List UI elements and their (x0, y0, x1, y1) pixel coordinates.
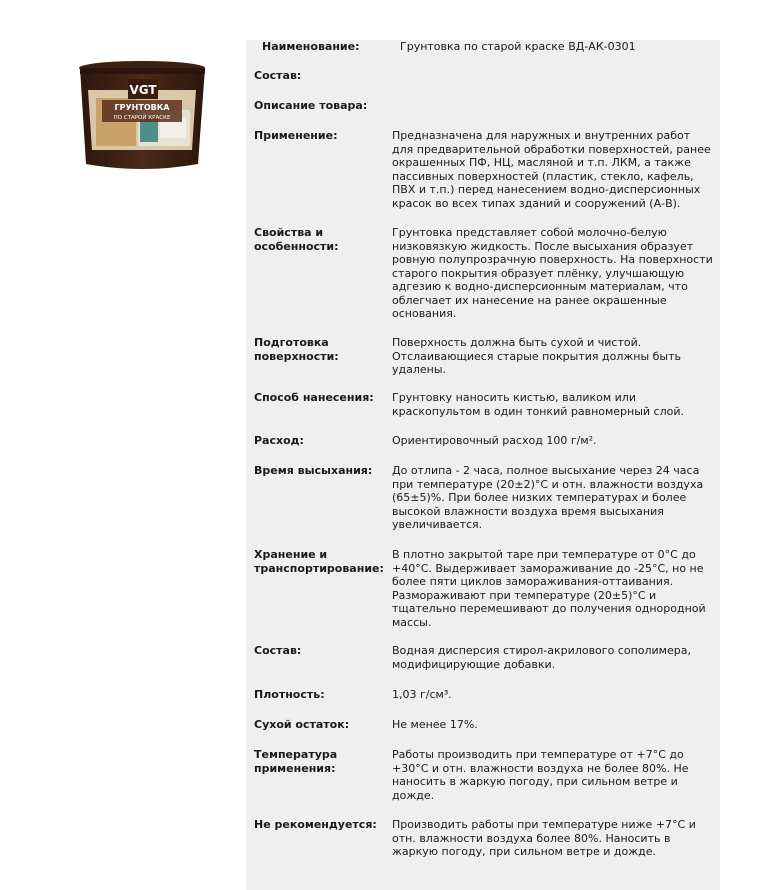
spec-value: 1,03 г/см³. (392, 688, 452, 701)
spec-label: Свойства и особенности: (254, 226, 339, 253)
spec-label: Подготовка поверхности: (254, 336, 339, 363)
spec-label: Температура применения: (254, 748, 338, 775)
spec-value: Производить работы при температуре ниже +7°С и отн. влажности воздуха более 80%. Наносить в жаркую погоду, при сильном ветре и дожде. (392, 818, 696, 858)
spec-label: Состав: (254, 644, 302, 657)
spec-label: Плотность: (254, 688, 325, 701)
spec-value: Грунтовку наносить кистью, валиком или краскопультом в один тонкий равномерный слой. (392, 391, 685, 418)
spec-label: Способ нанесения: (254, 391, 374, 404)
spec-label: Время высыхания: (254, 464, 373, 477)
spec-label: Применение: (254, 129, 338, 142)
spec-value: Не менее 17%. (392, 718, 478, 731)
spec-value: В плотно закрытой таре при температуре от 0°С до +40°С. Выдерживает замораживание до -25°С, но не более пяти циклов замораживания-оттаивания. Размораживают при температуре (20±5)°С и тщательно перемешивают до получения однородной массы. (392, 548, 706, 629)
product-bucket-image (76, 60, 209, 172)
spec-value: До отлипа - 2 часа, полное высыхание через 24 часа при температуре (20±2)°С и отн. влажности воздуха (65±5)%. При более низких температурах и более высокой влажности воздуха время высыхания увеличивается. (392, 464, 704, 531)
spec-label: Описание товара: (254, 99, 368, 112)
can-subtitle: ПО СТАРОЙ КРАСКЕ (113, 115, 171, 121)
spec-label: Наименование: (262, 40, 360, 53)
spec-label: Расход: (254, 434, 304, 447)
brand-logo-text: VGT (129, 83, 157, 97)
spec-label: Хранение и транспортирование: (254, 548, 384, 575)
spec-value: Предназначена для наружных и внутренних работ для предварительной обработки поверхностей, ранее окрашенных ПФ, НЦ, масляной и т.п. ЛКМ, а также пассивных поверхностей (пластик, стекло, кафель, ПВХ и т.п.) перед нанесением водно-дисперсионных красок во всех типах зданий и сооружений (А-В). (392, 129, 711, 210)
spec-label: Состав: (254, 69, 302, 82)
spec-value: Работы производить при температуре от +7°С до +30°С и отн. влажности воздуха не более 80%. Не наносить в жаркую погоду, при сильном ветре и дожде. (392, 748, 689, 802)
spec-value: Грунтовка представляет собой молочно-белую низковязкую жидкость. После высыхания образует ровную полупрозрачную поверхность. На поверхности старого покрытия образует плёнку, улучшающую адгезию к водно-дисперсионным материалам, что облегчает их нанесение на ранее окрашенные основания. (392, 226, 713, 320)
spec-label: Сухой остаток: (254, 718, 350, 731)
spec-label: Не рекомендуется: (254, 818, 377, 831)
spec-value: Ориентировочный расход 100 г/м². (392, 434, 597, 447)
spec-value: Поверхность должна быть сухой и чистой. Отслаивающиеся старые покрытия должны быть удалены. (392, 336, 681, 376)
spec-value: Грунтовка по старой краске ВД-АК-0301 (400, 40, 636, 53)
spec-table (246, 40, 720, 890)
spec-value: Водная дисперсия стирол-акрилового сополимера, модифицирующие добавки. (392, 644, 691, 671)
can-title: ГРУНТОВКА (114, 103, 170, 112)
